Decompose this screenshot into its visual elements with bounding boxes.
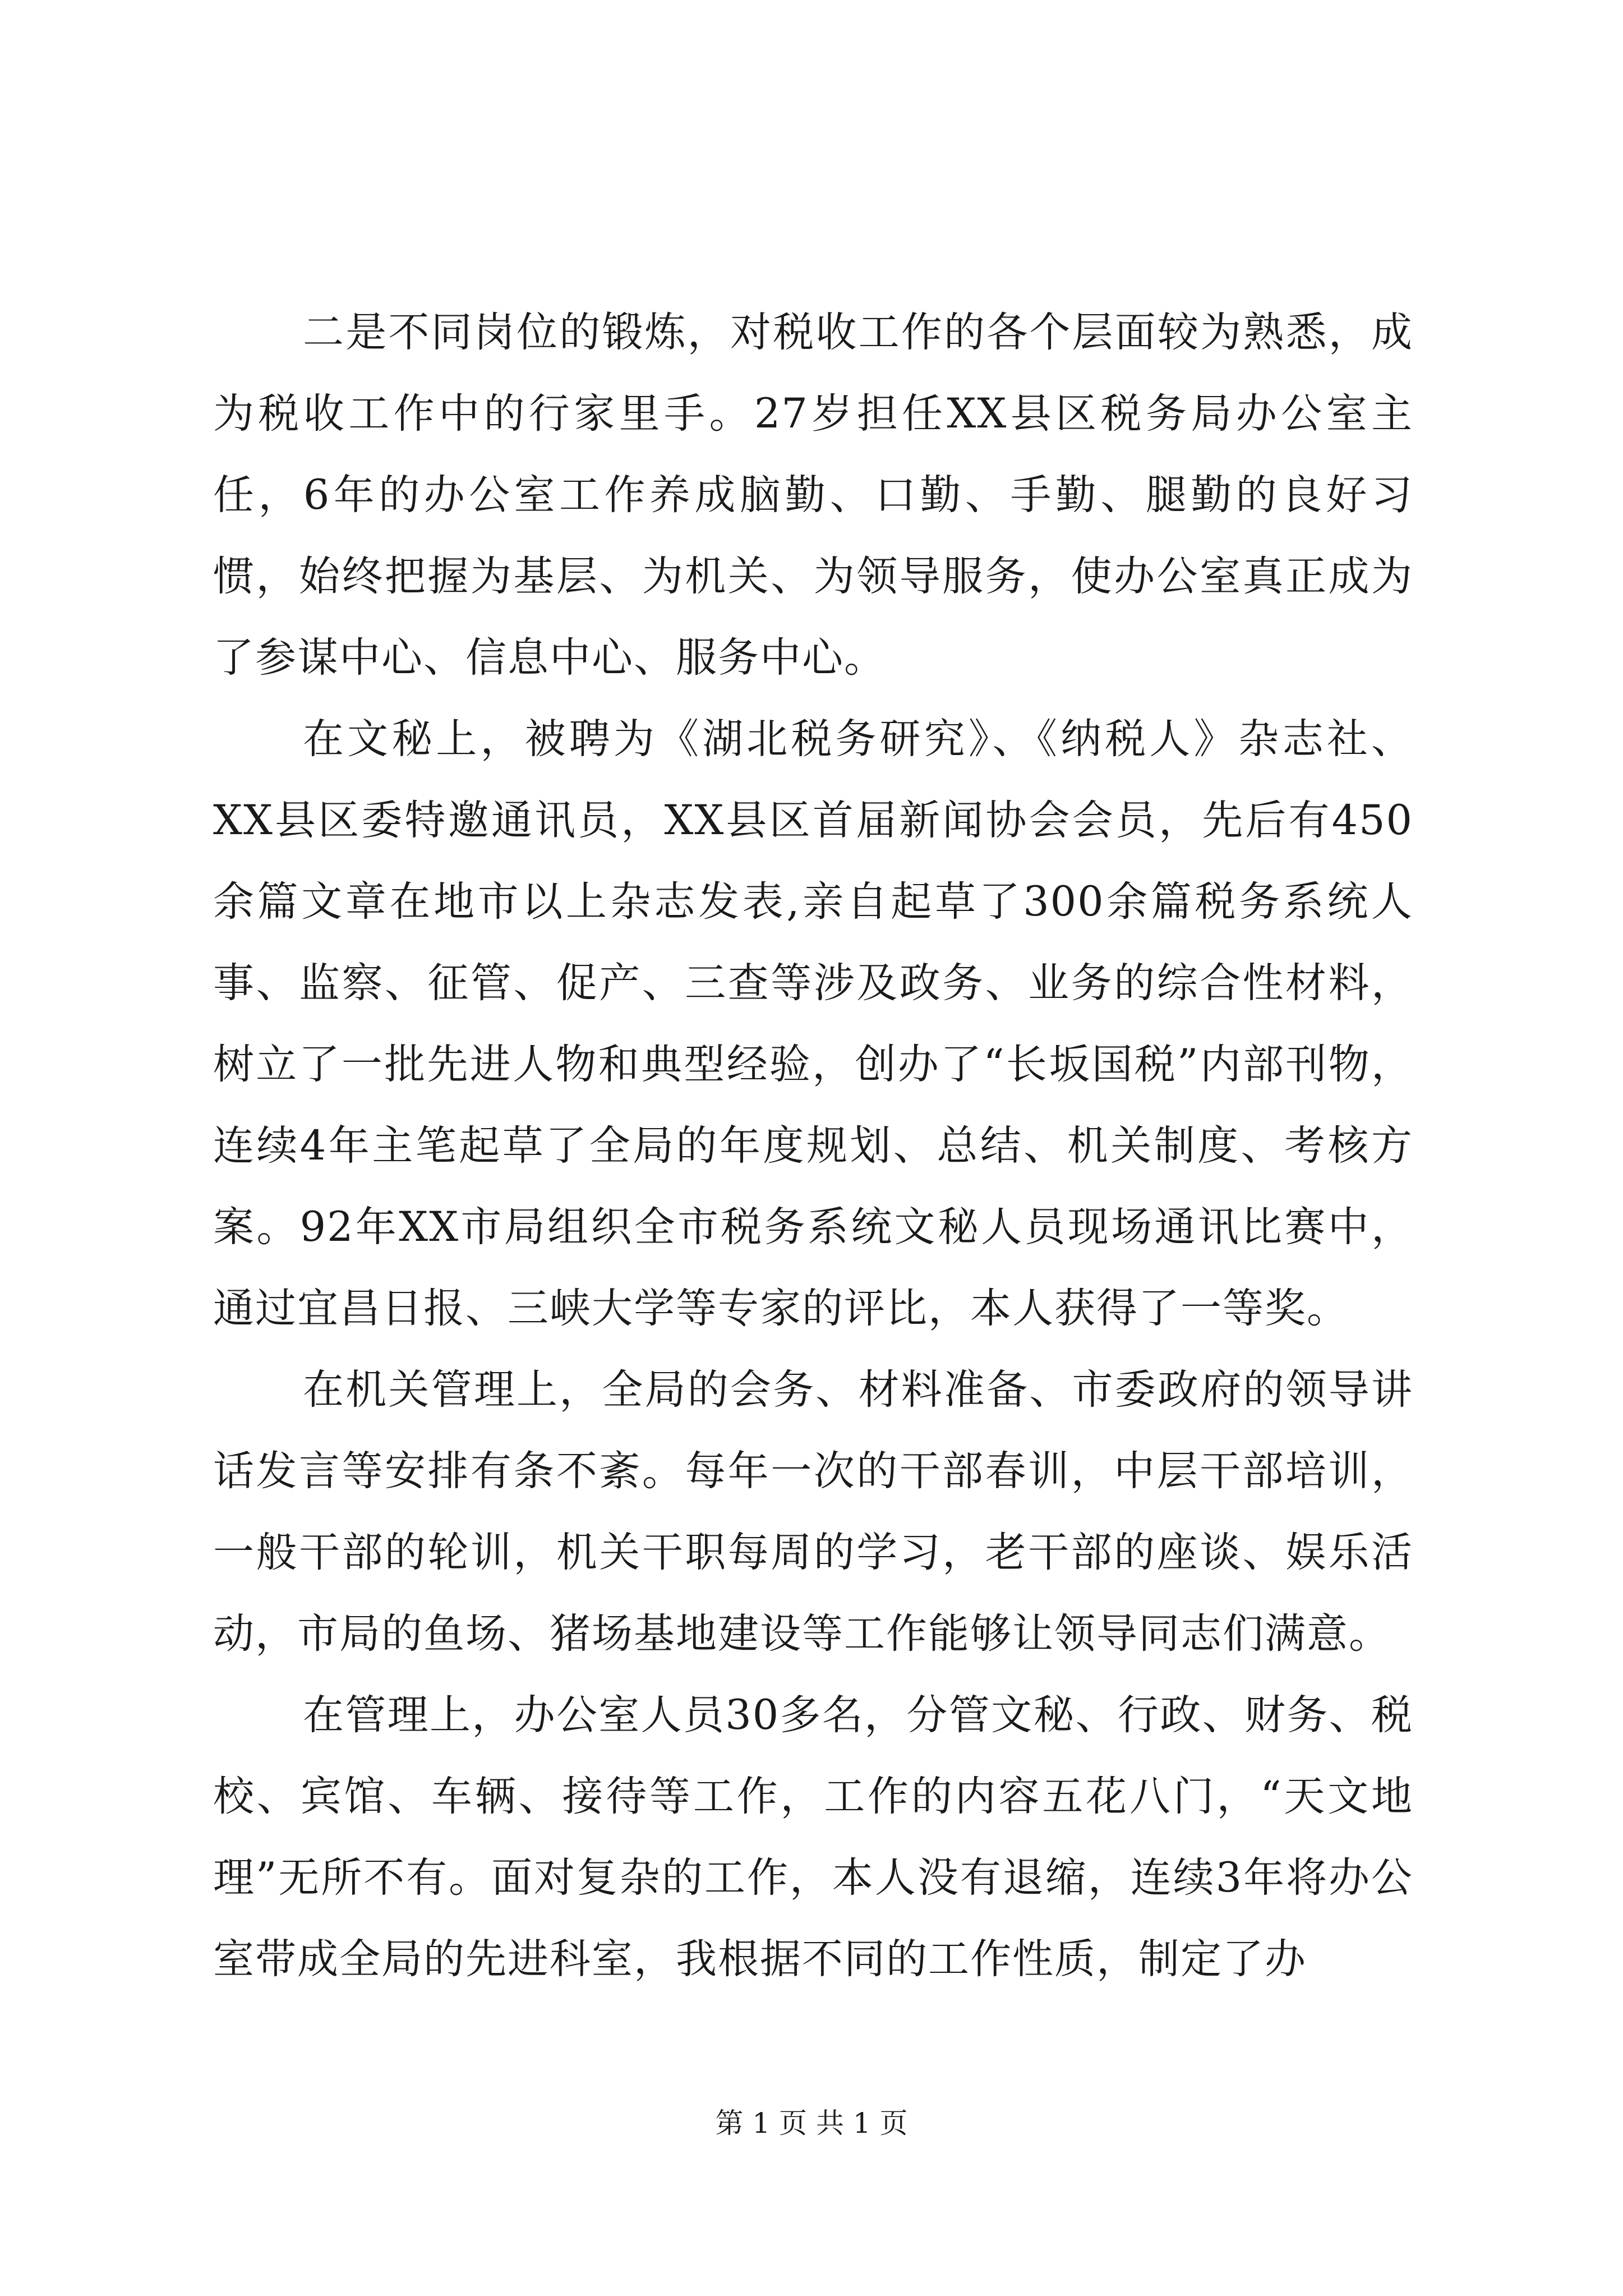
paragraph-2: 在文秘上，被聘为《湖北税务研究》、《纳税人》杂志社、XX县区委特邀通讯员，XX县区首届新闻协会会员，先后有450余篇文章在地市以上杂志发表,亲自起草了300余篇税务系统人事、监察、征管、促产、三查等涉及政务、业务的综合性材料，树立了一批先进人物和典型经验，创办了“长坂国税”内部刊物，连续4年主笔起草了全局的年度规划、总结、机关制度、考核方案。92年XX市局组织全市税务系统文秘人员现场通讯比赛中，通过宜昌日报、三峡大学等专家的评比，本人获得了一等奖。 [213, 715, 1413, 1332]
document-body [213, 292, 1413, 2000]
page-number-footer: 第 1 页 共 1 页 [715, 2107, 908, 2139]
paragraph-3: 在机关管理上，全局的会务、材料准备、市委政府的领导讲话发言等安排有条不紊。每年一次的干部春训，中层干部培训，一般干部的轮训，机关干职每周的学习，老干部的座谈、娱乐活动，市局的鱼场、猪场基地建设等工作能够让领导同志们满意。 [213, 1366, 1413, 1658]
paragraph-4: 在管理上，办公室人员30多名，分管文秘、行政、财务、税校、宾馆、车辆、接待等工作，工作的内容五花八门，“天文地理”无所不有。面对复杂的工作，本人没有退缩，连续3年将办公室带成全局的先进科室，我根据不同的工作性质，制定了办 [213, 1691, 1413, 1983]
paragraph-1: 二是不同岗位的锻炼，对税收工作的各个层面较为熟悉，成为税收工作中的行家里手。27岁担任XX县区税务局办公室主任，6年的办公室工作养成脑勤、口勤、手勤、腿勤的良好习惯，始终把握为基层、为机关、为领导服务，使办公室真正成为了参谋中心、信息中心、服务中心。 [213, 309, 1413, 682]
